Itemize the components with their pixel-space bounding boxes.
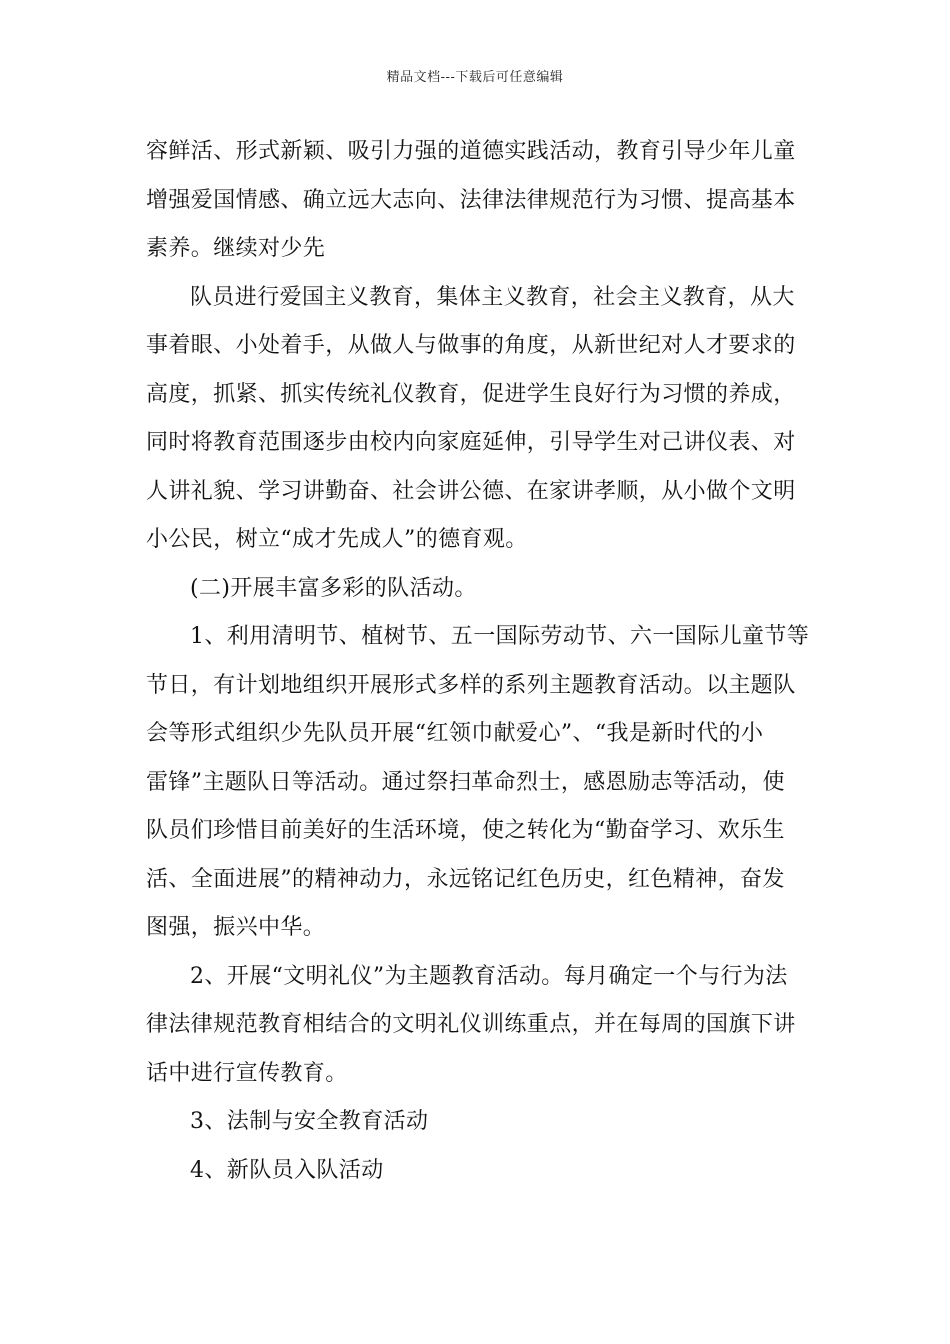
section-heading: (二)开展丰富多彩的队活动。 bbox=[190, 575, 477, 601]
text-line: 小公民，树立“成才先成人”的德育观。 bbox=[146, 527, 528, 552]
text-line: 雷锋”主题队日等活动。通过祭扫革命烈士，感恩励志等活动，使 bbox=[146, 769, 785, 795]
text-line: 律法律规范教育相结合的文明礼仪训练重点，并在每周的国旗下讲 bbox=[146, 1012, 796, 1037]
text-line: 队员们珍惜目前美好的生活环境，使之转化为“勤奋学习、欢乐生 bbox=[146, 818, 785, 843]
text-line: 话中进行宣传教育。 bbox=[146, 1060, 348, 1086]
list-item: 4、新队员入队活动 bbox=[190, 1157, 384, 1183]
text-line: 容鲜活、形式新颖、吸引力强的道德实践活动，教育引导少年儿童 bbox=[146, 139, 796, 164]
text-line: 人讲礼貌、学习讲勤奋、社会讲公德、在家讲孝顺，从小做个文明 bbox=[146, 478, 796, 504]
document-body bbox=[146, 128, 811, 1195]
text-line: 增强爱国情感、确立远大志向、法律法律规范行为习惯、提高基本 bbox=[146, 187, 796, 213]
text-line: 2、开展“文明礼仪”为主题教育活动。每月确定一个与行为法 bbox=[190, 963, 788, 989]
text-line: 高度，抓紧、抓实传统礼仪教育，促进学生良好行为习惯的养成， bbox=[146, 381, 796, 407]
text-line: 图强，振兴中华。 bbox=[146, 915, 326, 940]
text-line: 队员进行爱国主义教育，集体主义教育，社会主义教育，从大 bbox=[190, 284, 795, 310]
text-line: 节日，有计划地组织开展形式多样的系列主题教育活动。以主题队 bbox=[146, 672, 796, 698]
text-line: 事着眼、小处着手，从做人与做事的角度，从新世纪对人才要求的 bbox=[146, 333, 796, 358]
text-line: 1、利用清明节、植树节、五一国际劳动节、六一国际儿童节等 bbox=[190, 624, 810, 649]
text-line: 活、全面进展”的精神动力，永远铭记红色历史，红色精神，奋发 bbox=[146, 866, 785, 892]
text-line: 同时将教育范围逐步由校内向家庭延伸，引导学生对己讲仪表、对 bbox=[146, 430, 796, 455]
page-header: 精品文档---下载后可任意编辑 bbox=[386, 70, 564, 85]
text-line: 会等形式组织少先队员开展“红领巾献爱心”、“我是新时代的小 bbox=[146, 721, 764, 746]
text-line: 素养。继续对少先 bbox=[146, 236, 326, 261]
list-item: 3、法制与安全教育活动 bbox=[190, 1109, 429, 1134]
